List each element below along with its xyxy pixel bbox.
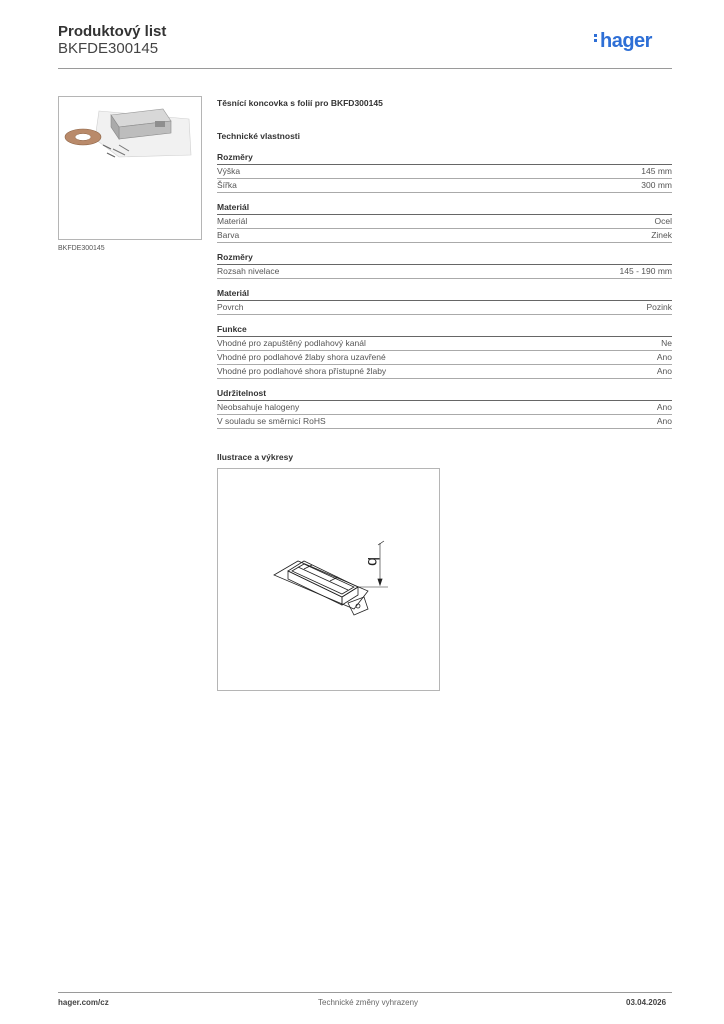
spec-row xyxy=(217,229,672,243)
footer-divider xyxy=(58,992,672,993)
spec-row xyxy=(217,301,672,315)
illustrations-heading: Ilustrace a výkresy xyxy=(217,452,294,462)
section-heading: Materiál xyxy=(217,201,672,215)
spec-key: Vhodné pro podlahové žlaby shora uzavřené xyxy=(217,352,386,362)
product-title: Těsnící koncovka s folií pro BKFD300145 xyxy=(217,98,383,108)
spec-value: 145 mm xyxy=(641,166,672,176)
footer-disclaimer: Technické změny vyhrazeny xyxy=(318,998,419,1007)
page-title: Produktový list xyxy=(58,23,167,40)
product-photo-illustration xyxy=(59,97,201,239)
technical-drawing xyxy=(217,468,440,691)
product-photo-caption: BKFDE300145 xyxy=(58,245,105,252)
spec-row xyxy=(217,165,672,179)
section-material-2 xyxy=(217,287,672,315)
spec-value: Pozink xyxy=(646,302,672,312)
spec-key: Výška xyxy=(217,166,241,176)
spec-row xyxy=(217,179,672,193)
spec-value: Ano xyxy=(656,402,672,412)
spec-key: Materiál xyxy=(217,216,248,226)
section-heading: Materiál xyxy=(217,287,672,301)
spec-row xyxy=(217,337,672,351)
spec-value: 145 - 190 mm xyxy=(619,266,672,276)
section-dimensions-2 xyxy=(217,251,672,279)
spec-key: Barva xyxy=(217,230,240,240)
spec-value: Ne xyxy=(661,338,672,348)
section-heading: Rozměry xyxy=(217,251,672,265)
spec-key: Neobsahuje halogeny xyxy=(217,402,300,412)
logo-text: hager xyxy=(600,30,652,52)
spec-value: Ano xyxy=(656,416,672,426)
spec-key: V souladu se směrnicí RoHS xyxy=(217,416,326,426)
spec-row xyxy=(217,265,672,279)
section-material xyxy=(217,201,672,243)
product-details xyxy=(217,96,672,691)
spec-row xyxy=(217,365,672,379)
spec-row xyxy=(217,415,672,429)
spec-value: Ano xyxy=(656,352,672,362)
hager-logo xyxy=(594,30,652,53)
product-code: BKFDE300145 xyxy=(58,40,159,57)
spec-key: Rozsah nivelace xyxy=(217,266,280,276)
spec-value: Zinek xyxy=(651,230,672,240)
logo-dots-icon xyxy=(594,32,598,44)
section-heading: Funkce xyxy=(217,323,672,337)
technical-heading: Technické vlastnosti xyxy=(217,131,300,141)
section-heading: Rozměry xyxy=(217,151,672,165)
section-sustainability xyxy=(217,387,672,429)
spec-row xyxy=(217,401,672,415)
footer-date: 03.04.2026 xyxy=(626,998,667,1007)
footer-website[interactable]: hager.com/cz xyxy=(58,998,109,1007)
spec-key: Šířka xyxy=(217,180,237,190)
section-heading: Udržitelnost xyxy=(217,387,672,401)
header-divider xyxy=(58,68,672,69)
technical-drawing-illustration xyxy=(218,469,439,690)
spec-value: Ocel xyxy=(654,216,672,226)
spec-row xyxy=(217,351,672,365)
spec-value: Ano xyxy=(656,366,672,376)
spec-key: Vhodné pro zapuštěný podlahový kanál xyxy=(217,338,366,348)
spec-key: Vhodné pro podlahové shora přístupné žlaby xyxy=(217,366,387,376)
product-photo xyxy=(58,96,202,240)
section-function xyxy=(217,323,672,379)
dimension-label: b xyxy=(364,557,381,566)
spec-value: 300 mm xyxy=(641,180,672,190)
section-dimensions xyxy=(217,151,672,193)
spec-key: Povrch xyxy=(217,302,244,312)
spec-row xyxy=(217,215,672,229)
